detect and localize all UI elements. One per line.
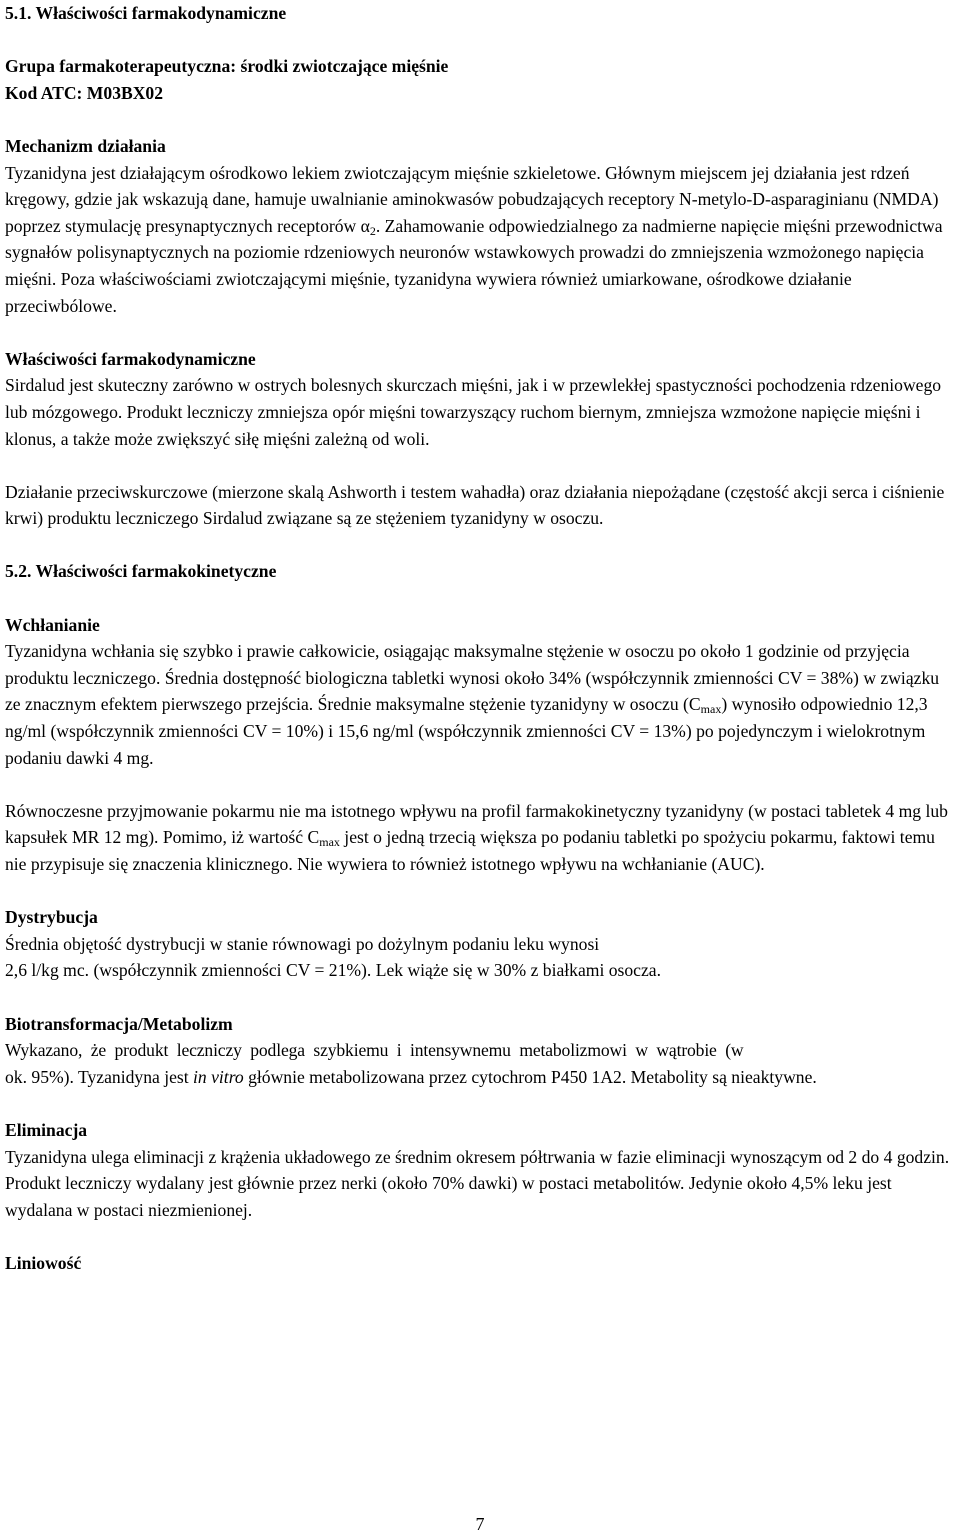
paragraph-text: ok. 95%). Tyzanidyna jest (5, 1066, 194, 1087)
spacer (5, 27, 957, 54)
spacer (5, 532, 957, 559)
paragraph-text: Równoczesne przyjmowanie pokarmu nie ma istotnego wpływu na profil farmakokinetyczny tyzanidyny (w postaci tabletek 4 mg lub kapsułek MR 12 mg). Pomimo, iż wartość C (5, 800, 948, 848)
italic-term: in vitro (193, 1066, 244, 1087)
absorption-paragraph (5, 638, 957, 771)
subsection-heading: Liniowość (5, 1252, 82, 1273)
spacer (5, 1090, 957, 1117)
subsection-heading: Biotransformacja/Metabolizm (5, 1013, 233, 1034)
spacer (5, 984, 957, 1011)
atc-code: Kod ATC: M03BX02 (5, 82, 164, 103)
spacer (5, 585, 957, 612)
subsection-heading: Właściwości farmakodynamiczne (5, 348, 256, 369)
page-number: 7 (475, 1514, 485, 1534)
spacer (5, 319, 957, 346)
pharmacotherapeutic-group: Grupa farmakoterapeutyczna: środki zwiotczające mięśnie (5, 56, 449, 77)
paragraph-text: ) wynosiło odpowiednio 12,3 ng/ml (współczynnik zmienności CV = 10%) i 15,6 ng/ml (współczynnik zmienności CV = 13%) po pojedynczym i wielokrotnym podaniu dawki 4 mg. (5, 694, 928, 768)
spacer (5, 771, 957, 798)
paragraph-text: głównie metabolizowana przez cytochrom P450 1A2. Metabolity są nieaktywne. (243, 1066, 817, 1087)
section-title: 5.2. Właściwości farmakokinetyczne (5, 561, 277, 582)
section-title: 5.1. Właściwości farmakodynamiczne (5, 3, 287, 23)
subsection-heading: Wchłanianie (5, 614, 100, 635)
paragraph-text: jest o jedną trzecią większa po podaniu tabletki po spożyciu pokarmu, faktowi temu nie przypisuje się znaczenia klinicznego. Nie wywiera to również istotnego wpływu na wchłanianie (AUC). (5, 827, 935, 874)
subsection-heading: Dystrybucja (5, 907, 98, 928)
spacer (5, 878, 957, 905)
food-effect-paragraph (5, 798, 957, 878)
spacer (5, 106, 957, 133)
paragraph-text: Tyzanidyna wchłania się szybko i prawie całkowicie, osiągając maksymalne stężenie w osoczu po około 1 godzinie od przyjęcia produktu leczniczego. Średnia dostępność biologiczna tabletki wynosi około 34% (współczynnik zmienności CV = 38%) w związku ze znacznym efektem pierwszego przejścia. Średnie maksymalne stężenie tyzanidyny w osoczu (C (5, 641, 940, 715)
subsection-heading: Mechanizm działania (5, 135, 166, 156)
spacer (5, 452, 957, 479)
elimination-paragraph: Tyzanidyna ulega eliminacji z krążenia układowego ze średnim okresem półtrwania w fazie eliminacji wynoszącym od 2 do 4 godzin. Produkt leczniczy wydalany jest głównie przez nerki (około 70% dawki) w postaci metabolitów. Jedynie około 4,5% leku jest wydalana w postaci niezmienionej. (5, 1146, 950, 1220)
distribution-line: Średnia objętość dystrybucji w stanie równowagi po dożylnym podaniu leku wynosi (5, 933, 600, 954)
paragraph-text: . Zahamowanie odpowiedzialnego za nadmierne napięcie mięśni przewodnictwa sygnałów polisynaptycznych na poziomie rdzeniowych neuronów wstawkowych prowadzi do zmniejszenia wzmożonego napięcia mięśni. Poza właściwościami zwiotczającymi mięśnie, tyzanidyna wywiera również umiarkowane, ośrodkowe działanie przeciwbólowe. (5, 215, 943, 316)
spacer (5, 1223, 957, 1250)
document-page (5, 0, 957, 1277)
subscript: max (700, 702, 722, 717)
paragraph-text: Tyzanidyna jest działającym ośrodkowo lekiem zwiotczającym mięśnie szkieletowe. Głównym miejscem jej działania jest rdzeń kręgowy, gdzie jak wskazują dane, hamuje uwalnianie aminokwasów pobudzających receptory N-metylo-D-asparaginianu (NMDA) poprzez stymulację presynaptycznych receptorów α (5, 162, 939, 236)
mechanism-paragraph (5, 160, 957, 320)
subscript: max (319, 835, 340, 850)
subsection-heading: Eliminacja (5, 1119, 88, 1140)
pharmacodynamic-paragraph: Sirdalud jest skuteczny zarówno w ostrych bolesnych skurczach mięśni, jak i w przewlekłej spastyczności pochodzenia rdzeniowego lub mózgowego. Produkt leczniczy zmniejsza opór mięśni towarzyszący ruchom biernym, zmniejsza wzmożone napięcie mięśni i klonus, a także może zwiększyć siłę mięśni zależną od woli. (5, 375, 942, 449)
metabolism-line: Wykazano, że produkt leczniczy podlega szybkiemu i intensywnemu metabolizmowi w wątrobie (w (5, 1040, 744, 1061)
metabolism-paragraph (5, 1064, 957, 1091)
subscript: 2 (369, 223, 376, 238)
distribution-line: 2,6 l/kg mc. (współczynnik zmienności CV = 21%). Lek wiąże się w 30% z białkami osocza. (5, 960, 662, 981)
antispasmodic-paragraph: Działanie przeciwskurczowe (mierzone skalą Ashworth i testem wahadła) oraz działania niepożądane (częstość akcji serca i ciśnienie krwi) produktu leczniczego Sirdalud związane są ze stężeniem tyzanidyny w osoczu. (5, 481, 945, 529)
